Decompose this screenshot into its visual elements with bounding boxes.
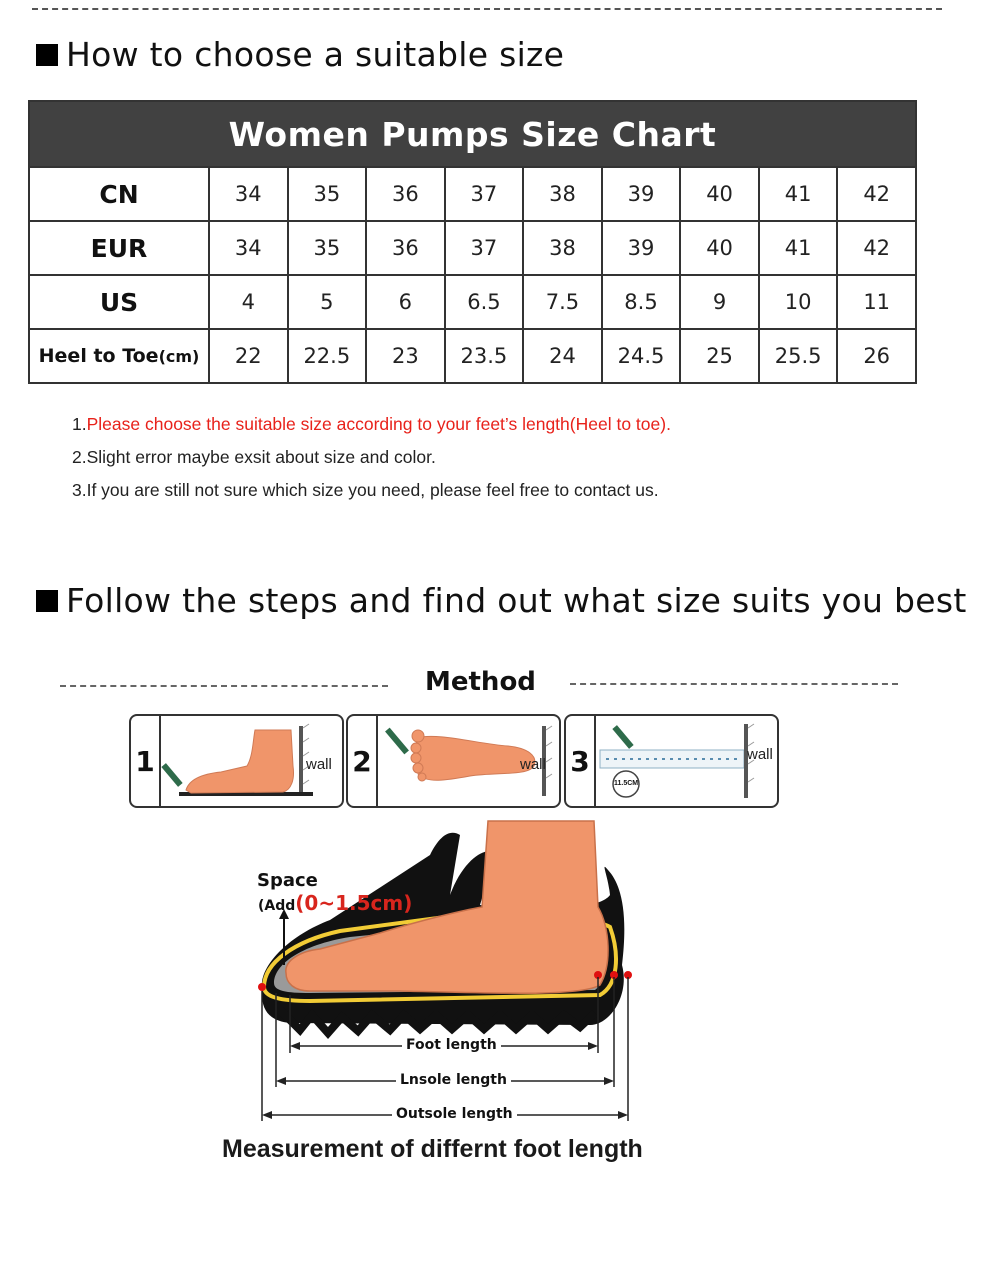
size-notes — [72, 408, 671, 507]
table-cell: 41 — [759, 167, 838, 221]
table-cell: 36 — [366, 221, 445, 275]
diagram-caption: Measurement of differnt foot length — [222, 1135, 643, 1163]
table-cell: 37 — [445, 167, 524, 221]
table-cell: 34 — [209, 167, 288, 221]
wall-label: wall — [747, 746, 773, 763]
row-label-unit: (cm) — [158, 347, 200, 366]
measure-badge: 11.5CM — [614, 780, 639, 787]
step-1-panel — [129, 714, 344, 808]
table-cell: 5 — [288, 275, 367, 329]
note-1-number: 1. — [72, 414, 87, 434]
foot-length-label: Foot length — [402, 1037, 501, 1053]
table-cell: 6.5 — [445, 275, 524, 329]
method-header — [60, 665, 900, 701]
add-value: (0~1.5cm) — [295, 891, 413, 915]
square-bullet-icon — [36, 44, 58, 66]
square-bullet-icon — [36, 590, 58, 612]
table-row-eur — [29, 221, 916, 275]
section-heading-size — [36, 35, 564, 74]
wall-label: wall — [306, 756, 332, 773]
heading-text: Follow the steps and find out what size suits you best — [66, 581, 967, 620]
table-cell: 22 — [209, 329, 288, 383]
table-cell: 35 — [288, 167, 367, 221]
wall-label: wall — [520, 756, 546, 773]
table-cell: 26 — [837, 329, 916, 383]
table-cell: 22.5 — [288, 329, 367, 383]
top-dashed-divider — [32, 8, 942, 10]
space-add-label — [258, 891, 412, 915]
table-cell: 23.5 — [445, 329, 524, 383]
outsole-length-label: Outsole length — [392, 1106, 517, 1122]
step-2-panel — [346, 714, 561, 808]
table-cell: 40 — [680, 221, 759, 275]
insole-length-label: Lnsole length — [396, 1072, 511, 1088]
table-cell: 39 — [602, 221, 681, 275]
table-cell: 24.5 — [602, 329, 681, 383]
row-label: US — [29, 275, 209, 329]
step-number: 3 — [566, 716, 596, 806]
space-label: Space — [257, 870, 318, 891]
table-cell: 24 — [523, 329, 602, 383]
table-cell: 38 — [523, 167, 602, 221]
dashed-divider-right — [570, 683, 898, 685]
note-3: 3.If you are still not sure which size you need, please feel free to contact us. — [72, 480, 659, 500]
table-cell: 40 — [680, 167, 759, 221]
section-heading-steps — [36, 581, 967, 620]
table-cell: 35 — [288, 221, 367, 275]
dashed-divider-left — [60, 685, 388, 687]
table-cell: 10 — [759, 275, 838, 329]
table-cell: 25.5 — [759, 329, 838, 383]
table-cell: 23 — [366, 329, 445, 383]
table-row-heel-to-toe — [29, 329, 916, 383]
row-label — [29, 329, 209, 383]
row-label: EUR — [29, 221, 209, 275]
table-cell: 36 — [366, 167, 445, 221]
table-cell: 39 — [602, 167, 681, 221]
row-label: CN — [29, 167, 209, 221]
step-number: 1 — [131, 716, 161, 806]
table-cell: 8.5 — [602, 275, 681, 329]
note-2: 2.Slight error maybe exsit about size and color. — [72, 447, 436, 467]
size-chart-table — [28, 100, 917, 384]
step-number: 2 — [348, 716, 378, 806]
table-cell: 34 — [209, 221, 288, 275]
table-cell: 7.5 — [523, 275, 602, 329]
note-1-text: Please choose the suitable size according to your feet’s length(Heel to toe). — [86, 414, 671, 434]
step-3-panel — [564, 714, 779, 808]
table-cell: 42 — [837, 221, 916, 275]
table-cell: 4 — [209, 275, 288, 329]
table-cell: 25 — [680, 329, 759, 383]
table-cell: 42 — [837, 167, 916, 221]
table-cell: 11 — [837, 275, 916, 329]
table-cell: 37 — [445, 221, 524, 275]
table-row-cn — [29, 167, 916, 221]
size-chart-title: Women Pumps Size Chart — [29, 101, 916, 167]
row-label-text: Heel to Toe — [38, 345, 159, 367]
table-cell: 38 — [523, 221, 602, 275]
add-prefix: (Add — [258, 898, 296, 914]
table-cell: 9 — [680, 275, 759, 329]
heading-text: How to choose a suitable size — [66, 35, 565, 74]
table-cell: 41 — [759, 221, 838, 275]
table-row-us — [29, 275, 916, 329]
note-1 — [72, 408, 671, 441]
method-title: Method — [425, 667, 536, 697]
table-cell: 6 — [366, 275, 445, 329]
